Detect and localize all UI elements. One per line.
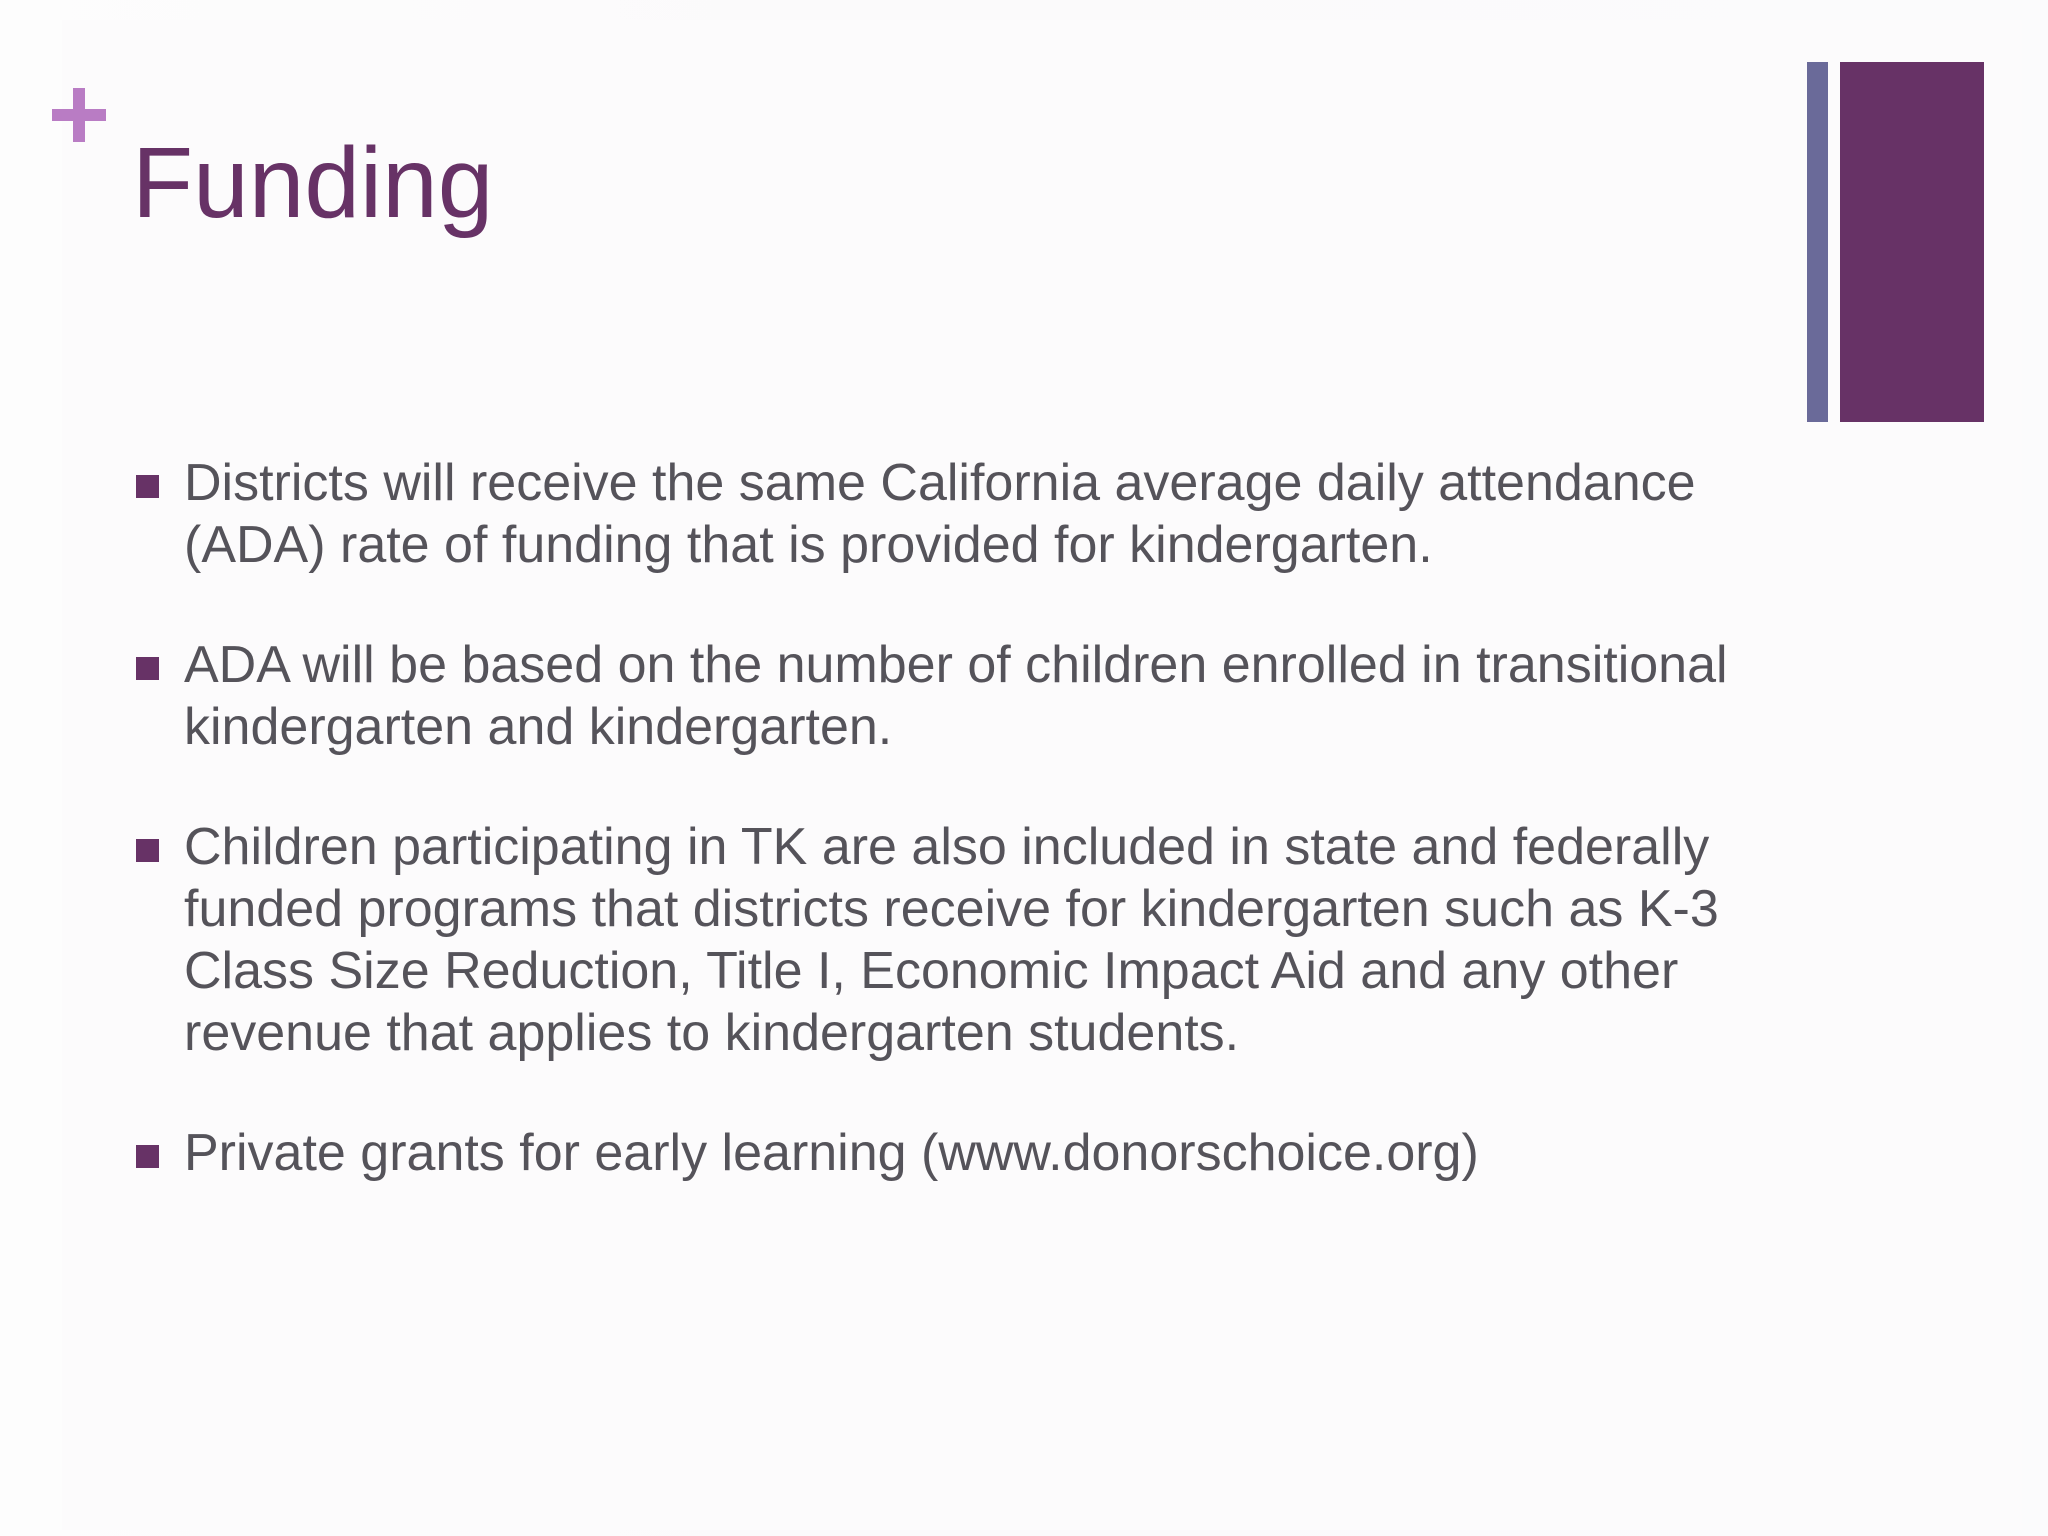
square-bullet-icon xyxy=(136,657,159,680)
plus-icon xyxy=(52,88,106,142)
square-bullet-icon xyxy=(136,1145,159,1168)
square-bullet-icon xyxy=(136,839,159,862)
bullet-text: Children participating in TK are also included in state and federally funded programs that districts receive for kindergarten such as K-3 Class Size Reduction, Title I, Economic Impact Aid and any other revenue that applies to kindergarten students. xyxy=(184,818,1719,1062)
bullet-item xyxy=(134,1122,1794,1184)
bullet-list xyxy=(134,452,1794,1184)
bullet-text: Districts will receive the same California average daily attendance (ADA) rate of funding that is provided for kindergarten. xyxy=(184,454,1696,574)
bullet-item xyxy=(134,816,1794,1064)
square-bullet-icon xyxy=(136,475,159,498)
bullet-text: ADA will be based on the number of children enrolled in transitional kindergarten and kindergarten. xyxy=(184,636,1728,756)
slide-title: Funding xyxy=(132,127,494,239)
bullet-text: Private grants for early learning (www.donorschoice.org) xyxy=(184,1124,1479,1182)
accent-bar-thick xyxy=(1840,62,1984,422)
accent-bar-thin xyxy=(1807,62,1828,422)
bullet-item xyxy=(134,452,1794,576)
bullet-item xyxy=(134,634,1794,758)
